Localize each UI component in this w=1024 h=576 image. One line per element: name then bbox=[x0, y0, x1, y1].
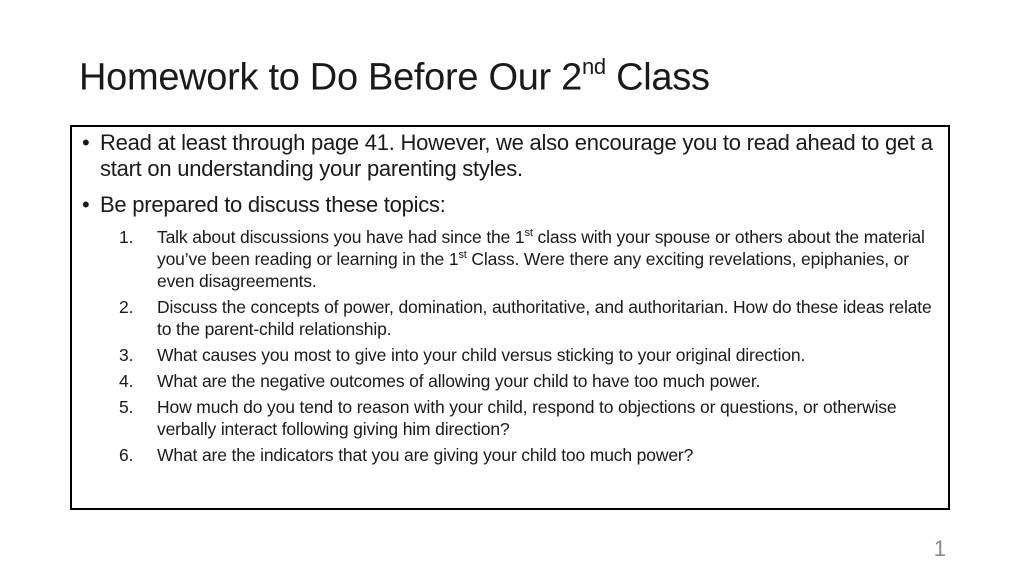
topic-text-part: Class. Were there any exciting revelations, epiphanies, or even disagreements. bbox=[157, 249, 909, 291]
content-box bbox=[70, 125, 950, 510]
topic-item bbox=[100, 396, 940, 440]
bullet-text: Be prepared to discuss these topics: bbox=[100, 192, 446, 217]
title-end: Class bbox=[605, 56, 710, 99]
topic-superscript: st bbox=[524, 227, 533, 240]
topic-number: 6. bbox=[119, 445, 134, 465]
topic-superscript: st bbox=[458, 249, 467, 262]
bullet-list bbox=[82, 130, 940, 466]
topic-number: 3. bbox=[119, 345, 134, 365]
page-number: 1 bbox=[933, 536, 946, 561]
topic-item bbox=[100, 344, 940, 366]
title-superscript: nd bbox=[582, 54, 606, 79]
topic-number: 1. bbox=[119, 227, 134, 247]
topic-text: What are the negative outcomes of allowing your child to have too much power. bbox=[157, 371, 761, 391]
topic-text: How much do you tend to reason with your child, respond to objections or questions, or otherwise verbally interact following giving him direction? bbox=[157, 397, 897, 439]
topic-text: What causes you most to give into your child versus sticking to your original direction. bbox=[157, 345, 806, 365]
topics-list bbox=[100, 226, 940, 466]
title-main: Homework to Do Before Our 2 bbox=[79, 56, 582, 99]
topic-item bbox=[100, 226, 940, 292]
bullet-text: Read at least through page 41. However, we also encourage you to read ahead to get a start on understanding your parenting styles. bbox=[100, 130, 933, 181]
topic-item bbox=[100, 370, 940, 392]
topic-item bbox=[100, 444, 940, 466]
topic-number: 4. bbox=[119, 371, 134, 391]
topic-number: 5. bbox=[119, 397, 134, 417]
topic-text: What are the indicators that you are giving your child too much power? bbox=[157, 445, 694, 465]
topic-number: 2. bbox=[119, 297, 134, 317]
bullet-item-topics bbox=[82, 192, 940, 466]
topic-item bbox=[100, 296, 940, 340]
topic-text: Discuss the concepts of power, domination, authoritative, and authoritarian. How do these ideas relate to the parent-child relationship. bbox=[157, 297, 932, 339]
slide-title bbox=[79, 56, 710, 100]
topic-text-part: class with your spouse or others about the material you’ve been reading or learning in the 1 bbox=[157, 227, 925, 269]
bullet-item-reading bbox=[82, 130, 940, 182]
topic-text-part: Talk about discussions you have had since the 1 bbox=[157, 227, 525, 247]
